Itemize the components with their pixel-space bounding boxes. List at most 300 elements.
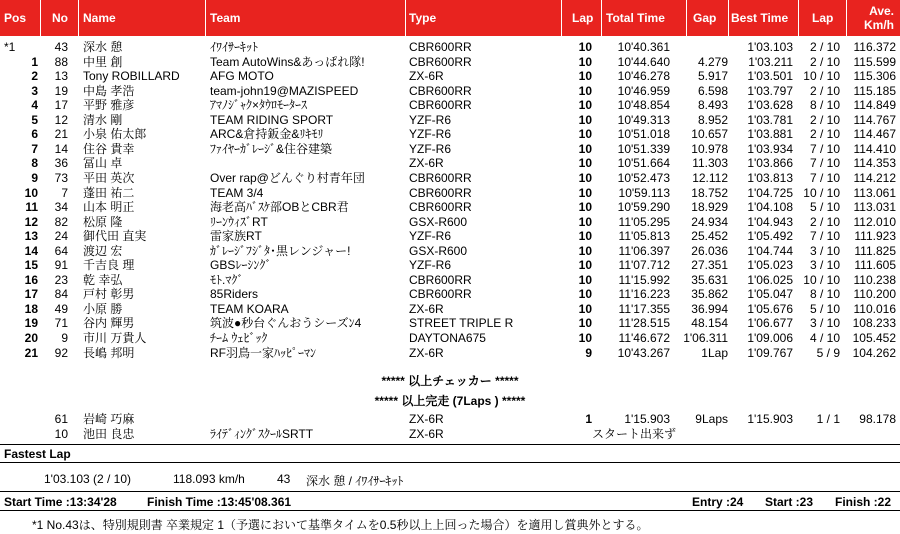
cell-lap: 10 [578,83,592,98]
cell-best: 1'03.628 [747,98,793,113]
cell-team: 雷家族RT [210,229,262,244]
cell-bestlap: 2 / 10 [809,112,840,127]
cell-time: 11'07.712 [618,258,670,273]
cell-bestlap: 3 / 10 [809,316,840,331]
cell-ave: 115.185 [853,83,896,98]
finish-time: Finish Time :13:45'08.361 [147,495,292,509]
table-row [0,302,900,317]
cell-type: CBR600RR [409,170,472,185]
cell-bestlap: 4 / 10 [809,331,840,345]
cell-type: CBR600RR [409,40,472,54]
divider [0,491,900,492]
cell-no: 7 [61,185,68,200]
cell-name: 谷内 輝男 [83,316,135,331]
cell-pos: 10 [24,185,38,200]
cell-ave: 105.452 [852,331,896,345]
cell-best: 1'09.767 [747,345,793,360]
table-row [0,171,900,186]
start-count: Start :23 [765,495,814,509]
cell-no: 10 [54,427,68,441]
cell-type: GSX-R600 [409,214,468,229]
cell-best: 1'06.677 [747,316,793,331]
cell-team: ｱﾏﾉｼﾞｬｸ×ﾀｳﾛﾓｰﾀｰｽ [210,98,308,113]
header-pos: Pos [4,11,27,25]
cell-pos: 6 [31,127,38,142]
cell-ave: 114.212 [853,170,896,185]
cell-time: 10'51.018 [617,127,670,142]
cell-gap: 35.631 [691,272,728,287]
cell-type: YZF-R6 [409,229,451,244]
table-row [0,98,900,113]
cell-bestlap [796,427,840,442]
cell-team: 筑波●秒台ぐんおうシーズﾝ4 [210,316,362,331]
cell-ave: 114.767 [853,112,896,127]
cell-ave: 110.238 [853,272,896,287]
cell-bestlap: 5 / 10 [809,200,840,215]
cell-no: 24 [54,229,68,244]
cell-type: CBR600RR [409,200,472,215]
cell-lap: 10 [578,98,592,113]
cell-bestlap: 8 / 10 [809,98,840,113]
table-row [0,346,900,361]
header-best-time: Best Time [731,11,789,25]
cell-best: 1'09.006 [747,331,793,345]
cell-lap: 10 [578,258,592,273]
cell-name: 千吉良 理 [83,258,135,273]
cell-no: 23 [54,272,68,287]
cell-time: 10'59.290 [617,200,670,215]
cell-best: 1'05.023 [747,258,793,273]
cell-gap: 25.452 [691,229,728,244]
fastest-lap-time: 1'03.103 (2 / 10) [44,472,132,486]
cell-pos: 15 [24,258,38,273]
table-header [0,0,900,36]
cell-name: 戸村 彰男 [83,287,135,302]
cell-type: CBR600RR [409,98,472,113]
cell-bestlap: 5 / 9 [816,345,840,360]
cell-ave: 110.200 [853,287,896,302]
cell-time: 10'59.113 [618,185,670,200]
cell-team: ｶﾞﾚｰｼﾞﾌｼﾞﾀ･黒レンジャー! [210,243,351,258]
start-time: Start Time :13:34'28 [4,495,117,509]
cell-no: 71 [54,316,68,331]
cell-no: 92 [54,345,68,360]
cell-ave: 115.599 [853,54,896,69]
cell-gap: 27.351 [691,258,728,273]
cell-name: 小原 勝 [83,301,123,316]
cell-name: 長嶋 邦明 [83,345,135,360]
cell-time: 11'46.672 [618,331,670,345]
cell-ave: 111.923 [854,229,896,244]
header-team: Team [210,11,241,25]
table-row [0,244,900,259]
cell-team: ﾁｰﾑ ｳｪﾋﾞｯｸ [210,331,268,345]
cell-ave [842,427,896,442]
cell-no: 73 [54,170,68,185]
table-row [0,200,900,215]
cell-type: YZF-R6 [409,258,451,273]
cell-pos: 16 [24,272,38,287]
cell-name: 山本 明正 [83,200,135,215]
cell-type: ZX-6R [409,156,444,171]
table-row [0,69,900,84]
cell-best: 1'03.781 [747,112,793,127]
cell-team: GBSﾚｰｼﾝｸﾞ [210,258,272,273]
table-row [0,215,900,230]
cell-lap: 10 [578,331,592,345]
cell-pos: 11 [25,200,38,215]
cell-lap: 9 [585,345,592,360]
table-row [0,273,900,288]
cell-type: CBR600RR [409,185,472,200]
cell-lap: 10 [578,40,592,54]
cell-bestlap: 10 / 10 [803,272,840,287]
cell-no: 88 [54,54,68,69]
header-total-time: Total Time [606,11,665,25]
cell-type: ZX-6R [409,301,444,316]
fastest-lap-speed: 118.093 km/h [173,472,245,486]
fastest-lap-rider: 深水 憩 / ｲﾜｲｻｰｷｯﾄ [306,474,404,488]
cell-time: 1'15.903 [624,412,670,426]
cell-name: Tony ROBILLARD [83,69,180,84]
table-row [0,287,900,302]
cell-gap: 48.154 [691,316,728,331]
cell-type: YZF-R6 [409,141,451,156]
cell-ave: 115.306 [853,69,896,84]
cell-gap: 10.657 [691,127,728,142]
cell-team: 85Riders [210,287,259,302]
cell-pos: 8 [31,156,38,171]
cell-no: 36 [54,156,68,171]
cell-pos: 3 [31,83,38,98]
table-row [0,229,900,244]
table-row [0,412,900,427]
cell-bestlap: 10 / 10 [803,185,840,200]
cell-time: スタート出来ず [592,427,677,441]
cell-gap: 18.929 [691,200,728,215]
cell-time: 11'17.355 [618,301,670,316]
cell-ave: 116.372 [853,40,896,54]
cell-lap: 10 [578,214,592,229]
cell-ave: 104.262 [852,345,896,360]
cell-ave: 111.825 [854,243,896,258]
cell-gap: 6.598 [697,83,728,98]
cell-gap: 8.952 [697,112,728,127]
cell-lap: 10 [578,301,592,316]
cell-team: ﾗｲﾃﾞｨﾝｸﾞｽｸｰﾙSRTT [210,427,314,441]
cell-type: CBR600RR [409,54,472,69]
header-ave [850,0,894,40]
cell-lap: 10 [578,54,592,69]
cell-gap: 9Laps [695,412,728,426]
cell-name: 渡辺 宏 [83,243,123,258]
cell-lap [560,427,592,442]
cell-time: 11'28.515 [618,316,670,331]
cell-pos: 12 [24,214,38,229]
fastest-lap-label: Fastest Lap [4,447,71,461]
cell-type: STREET TRIPLE R [409,316,514,331]
cell-type: ZX-6R [409,69,444,84]
cell-best: 1'03.501 [747,69,793,84]
cell-bestlap: 2 / 10 [809,127,840,142]
table-row [0,113,900,128]
header-name: Name [83,11,116,25]
cell-bestlap: 7 / 10 [809,156,840,171]
cell-lap: 1 [585,412,592,426]
cell-best: 1'05.492 [747,229,793,244]
cell-pos: 21 [24,345,38,360]
cell-bestlap: 1 / 1 [816,412,840,426]
cell-time: 10'43.267 [617,345,670,360]
cell-best: 1'03.934 [747,141,793,156]
cell-bestlap: 8 / 10 [809,287,840,302]
cell-ave: 110.016 [853,301,896,316]
cell-team: AFG MOTO [210,69,274,84]
cell-lap: 10 [578,112,592,127]
header-no: No [52,11,68,25]
cell-no: 19 [54,83,68,98]
cell-bestlap: 3 / 10 [809,258,840,273]
cell-no: 91 [54,258,68,273]
cell-type: CBR600RR [409,272,472,287]
cell-time: 10'46.278 [617,69,670,84]
table-row [0,55,900,70]
divider [0,462,900,463]
cell-best: 1'03.103 [747,40,793,54]
cell-name: 蓬田 祐二 [83,185,135,200]
header-ave-line1: Ave. [869,4,894,18]
cell-name: 松原 隆 [83,214,123,229]
cell-team: Team AutoWins&あっぱれ隊! [210,54,365,69]
header-best-lap: Lap [812,11,834,25]
cell-pos: 1 [31,54,38,69]
cell-bestlap: 5 / 10 [809,301,840,316]
cell-name: 平田 英次 [83,170,135,185]
table-row [0,316,900,331]
cell-gap: 10.978 [691,141,728,156]
cell-gap: 5.917 [697,69,728,84]
cell-ave: 113.061 [853,185,896,200]
cell-pos: 19 [24,316,38,331]
cell-bestlap: 2 / 10 [809,83,840,98]
table-row [0,142,900,157]
cell-lap: 10 [578,243,592,258]
cell-no: 61 [54,412,68,426]
cell-no: 17 [54,98,68,113]
cell-gap: 12.112 [692,170,728,185]
cell-name: 冨山 卓 [83,156,123,171]
cell-gap: 4.279 [697,54,728,69]
divider [0,510,900,511]
cell-time: 11'16.223 [618,287,670,302]
table-row [0,427,900,442]
cell-no: 49 [54,301,68,316]
header-gap: Gap [693,11,717,25]
cell-name: 乾 幸弘 [83,272,123,287]
cell-gap: 11.303 [692,156,728,171]
cell-time: 11'15.992 [618,272,670,287]
table-row [0,258,900,273]
cell-best: 1'04.744 [747,243,793,258]
cell-type: ZX-6R [409,345,444,360]
table-row [0,127,900,142]
cell-time: 10'44.640 [617,54,670,69]
cell-type: DAYTONA675 [409,331,486,345]
entry-count: Entry :24 [692,495,744,509]
cell-pos: 14 [24,243,38,258]
cell-name: 池田 良忠 [83,427,135,441]
cell-ave: 108.233 [852,316,896,331]
cell-ave: 98.178 [859,412,896,426]
cell-no: 9 [61,331,68,345]
cell-bestlap: 7 / 10 [809,141,840,156]
cell-best: 1'06.025 [747,272,793,287]
cell-time: 11'05.295 [618,214,670,229]
cell-name: 御代田 直実 [83,229,147,244]
cell-no: 43 [54,40,68,54]
cell-best: 1'03.866 [747,156,793,171]
cell-team: TEAM 3/4 [210,185,264,200]
cell-lap: 10 [578,316,592,331]
cell-lap: 10 [578,229,592,244]
cell-bestlap: 7 / 10 [809,229,840,244]
cell-lap: 10 [578,200,592,215]
cell-pos: 18 [24,301,38,316]
cell-pos [0,412,38,427]
cell-lap: 10 [578,287,592,302]
cell-gap: 26.036 [691,243,728,258]
cell-lap: 10 [578,272,592,287]
cell-gap: 24.934 [691,214,728,229]
cell-time: 10'48.854 [617,98,670,113]
cell-best: 1'03.881 [747,127,793,142]
header-lap: Lap [572,11,594,25]
cell-ave: 111.605 [854,258,896,273]
cell-no: 34 [54,200,68,215]
cell-best: 1'05.676 [747,301,793,316]
cell-best: 1'04.943 [747,214,793,229]
cell-name: 小泉 佑太郎 [83,127,147,142]
cell-gap [676,40,728,55]
cell-name: 中島 孝浩 [83,83,135,98]
cell-pos: 13 [24,229,38,244]
cell-ave: 114.353 [853,156,896,171]
table-row [0,84,900,99]
cell-best: 1'15.903 [747,412,793,426]
cell-type: GSX-R600 [409,243,468,258]
cell-pos: 5 [31,112,38,127]
cell-no: 84 [54,287,68,302]
cell-time: 10'40.361 [617,40,670,54]
cell-best [735,427,793,442]
cell-best: 1'03.797 [747,83,793,98]
cell-name: 深水 憩 [83,40,123,54]
cell-team: ﾓﾄ.ﾏｸﾞ [210,272,244,287]
cell-lap: 10 [578,127,592,142]
cell-ave: 113.031 [853,200,896,215]
fastest-lap-no: 43 [277,472,291,486]
cell-team: ｲﾜｲｻｰｷｯﾄ [210,40,259,54]
cell-bestlap: 2 / 10 [809,214,840,229]
cell-team: ﾘｰﾝｳｨｽﾞRT [210,214,268,229]
cell-type: YZF-R6 [409,127,451,142]
cell-no: 21 [54,127,68,142]
cell-pos: 2 [31,69,38,84]
cell-time: 10'52.473 [617,170,670,185]
cell-team: TEAM KOARA [210,301,289,316]
cell-ave: 114.410 [853,141,896,156]
cell-bestlap: 3 / 10 [809,243,840,258]
cell-no: 13 [54,69,68,84]
cell-name: 住谷 貴幸 [83,141,135,156]
cell-team: 海老高ﾊﾞｽｹ部OBとCBR君 [210,200,349,215]
cell-best: 1'03.211 [748,54,793,69]
cell-lap: 10 [578,185,592,200]
cell-time: 10'51.339 [617,141,670,156]
cell-gap: 35.862 [691,287,728,302]
cell-no: 64 [54,243,68,258]
cell-type: ZX-6R [409,427,444,441]
cell-time: 10'51.664 [617,156,670,171]
cell-gap: 8.493 [697,98,728,113]
cell-type: CBR600RR [409,83,472,98]
cell-lap: 10 [578,156,592,171]
cell-pos: 7 [31,141,38,156]
cell-type: CBR600RR [409,287,472,302]
cell-gap: 1Lap [701,345,728,360]
cell-best: 1'04.725 [747,185,793,200]
cell-type: ZX-6R [409,412,444,426]
cell-best: 1'04.108 [747,200,793,215]
cell-bestlap: 10 / 10 [803,69,840,84]
table-row [0,156,900,171]
cell-ave: 114.467 [853,127,896,142]
cell-pos: 20 [24,331,38,345]
cell-team: RF羽鳥一家ﾊｯﾋﾟｰﾏﾝ [210,345,316,360]
header-ave-line2: Km/h [864,18,894,32]
cell-name: 清水 剛 [83,112,123,127]
table-row [0,186,900,201]
cell-gap [676,427,728,442]
cell-no: 12 [54,112,68,127]
cell-pos: 9 [31,170,38,185]
cell-team: ARC&倉持鈑金&ﾘｷﾓﾘ [210,127,324,142]
cell-name: 市川 万貴人 [83,331,147,345]
cell-no: 14 [54,141,68,156]
table-row [0,40,900,55]
finish-count: Finish :22 [835,495,892,509]
finish-banner: ***** 以上完走 (7Laps ) ***** [374,394,526,408]
checker-banner: ***** 以上チェッカー ***** [381,374,519,388]
cell-team: Over rap@どんぐり村青年団 [210,170,365,185]
cell-name: 中里 創 [83,54,123,69]
cell-ave: 112.010 [853,214,896,229]
cell-best: 1'05.047 [747,287,793,302]
cell-name: 岩崎 巧麻 [83,412,135,426]
cell-time: 10'46.959 [617,83,670,98]
cell-lap: 10 [578,69,592,84]
cell-lap: 10 [578,170,592,185]
cell-team: team-john19@MAZISPEED [210,83,359,98]
cell-no: 82 [54,214,68,229]
cell-bestlap: 2 / 10 [809,54,840,69]
header-type: Type [409,11,437,25]
cell-pos: 4 [31,98,38,113]
cell-time: 11'06.397 [618,243,670,258]
cell-gap: 36.994 [691,301,728,316]
cell-name: 平野 雅彦 [83,98,135,113]
cell-type: YZF-R6 [409,112,451,127]
